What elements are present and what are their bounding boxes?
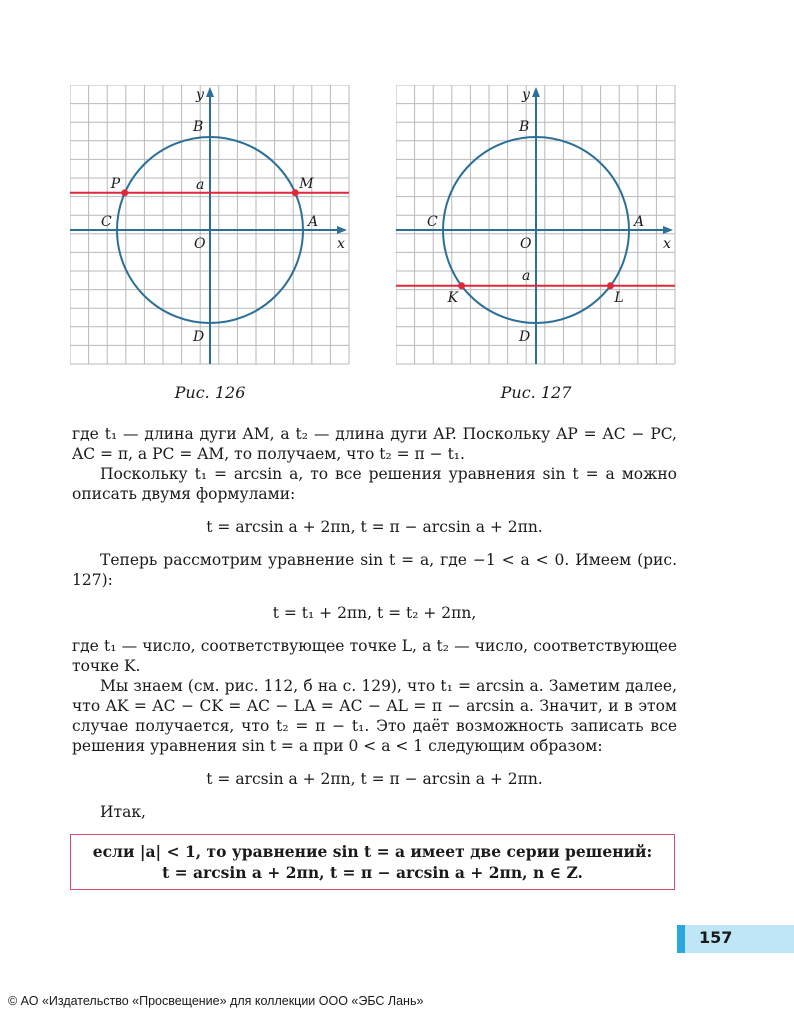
label-o: O [194,236,206,252]
formula-2: t = t₁ + 2πn, t = t₂ + 2πn, [272,604,477,622]
summary-line-2: t = arcsin a + 2πn, t = π − arcsin a + 2πn, n ∈ Z. [162,863,583,882]
unit-circle-diagram-126 [70,85,352,369]
caption-127: Рис. 127 [500,383,572,402]
label-l: L [614,289,624,306]
label-o: O [520,236,532,252]
label-c: C [101,214,112,230]
paragraph-3: Теперь рассмотрим уравнение sin t = a, где −1 < a < 0. Имеем (рис. 127): [72,551,677,589]
label-a-point: A [308,214,319,230]
label-y: y [522,87,530,103]
label-x: x [337,236,345,252]
label-m: M [299,175,314,192]
paragraph-2: Поскольку t₁ = arcsin a, то все решения уравнения sin t = a можно описать двумя формулами: [72,465,677,503]
text-body [72,424,677,822]
copyright-notice: © АО «Издательство «Просвещение» для коллекции ООО «ЭБС Лань» [8,994,424,1008]
paragraph-5: Мы знаем (см. рис. 112, б на с. 129), что t₁ = arcsin a. Заметим далее, что AK = AC − CK = AC − LA = AC − AL = π − arcsin a. Значит, и в этом случае получается, что t₂ = π − t₁. Это даёт возможность записать все решения уравнения sin t = a при 0 < a < 1 следующим образом: [72,677,677,755]
x-axis-arrow-icon [663,226,673,234]
label-b: B [193,119,204,135]
caption-126: Рис. 126 [174,383,246,402]
unit-circle-diagram-127 [396,85,678,369]
page-number: 157 [699,928,733,947]
label-c: C [427,214,438,230]
label-y: y [196,87,204,103]
label-a-value: a [196,176,205,193]
label-a-value: a [522,267,531,284]
paragraph-4: где t₁ — число, соответствующее точке L, а t₂ — число, соответствующее точке K. [72,637,677,675]
paragraph-6: Итак, [100,803,146,821]
point-l [607,282,614,289]
paragraph-1: где t₁ — длина дуги AM, а t₂ — длина дуги AP. Поскольку AP = AC − PC, AC = π, а PC = AM, то получаем, что t₂ = π − t₁. [72,425,677,463]
page-number-tab [677,925,794,953]
x-axis-arrow-icon [337,226,347,234]
page-tab-stripe [677,925,685,953]
label-d: D [519,329,531,345]
figure-126 [70,85,352,369]
label-k: K [447,289,459,306]
formula-3: t = arcsin a + 2πn, t = π − arcsin a + 2πn. [206,770,543,788]
label-x: x [663,236,671,252]
label-d: D [193,329,205,345]
figure-127 [396,85,678,369]
point-m [292,189,299,196]
label-p: P [110,175,121,192]
label-b: B [519,119,530,135]
summary-line-1: если |a| < 1, то уравнение sin t = a имеет две серии решений: [92,842,653,861]
formula-1: t = arcsin a + 2πn, t = π − arcsin a + 2πn. [206,518,543,536]
y-axis-arrow-icon [206,87,214,97]
y-axis-arrow-icon [532,87,540,97]
point-k [458,282,465,289]
point-p [121,189,128,196]
summary-box [70,834,675,890]
label-a-point: A [634,214,645,230]
